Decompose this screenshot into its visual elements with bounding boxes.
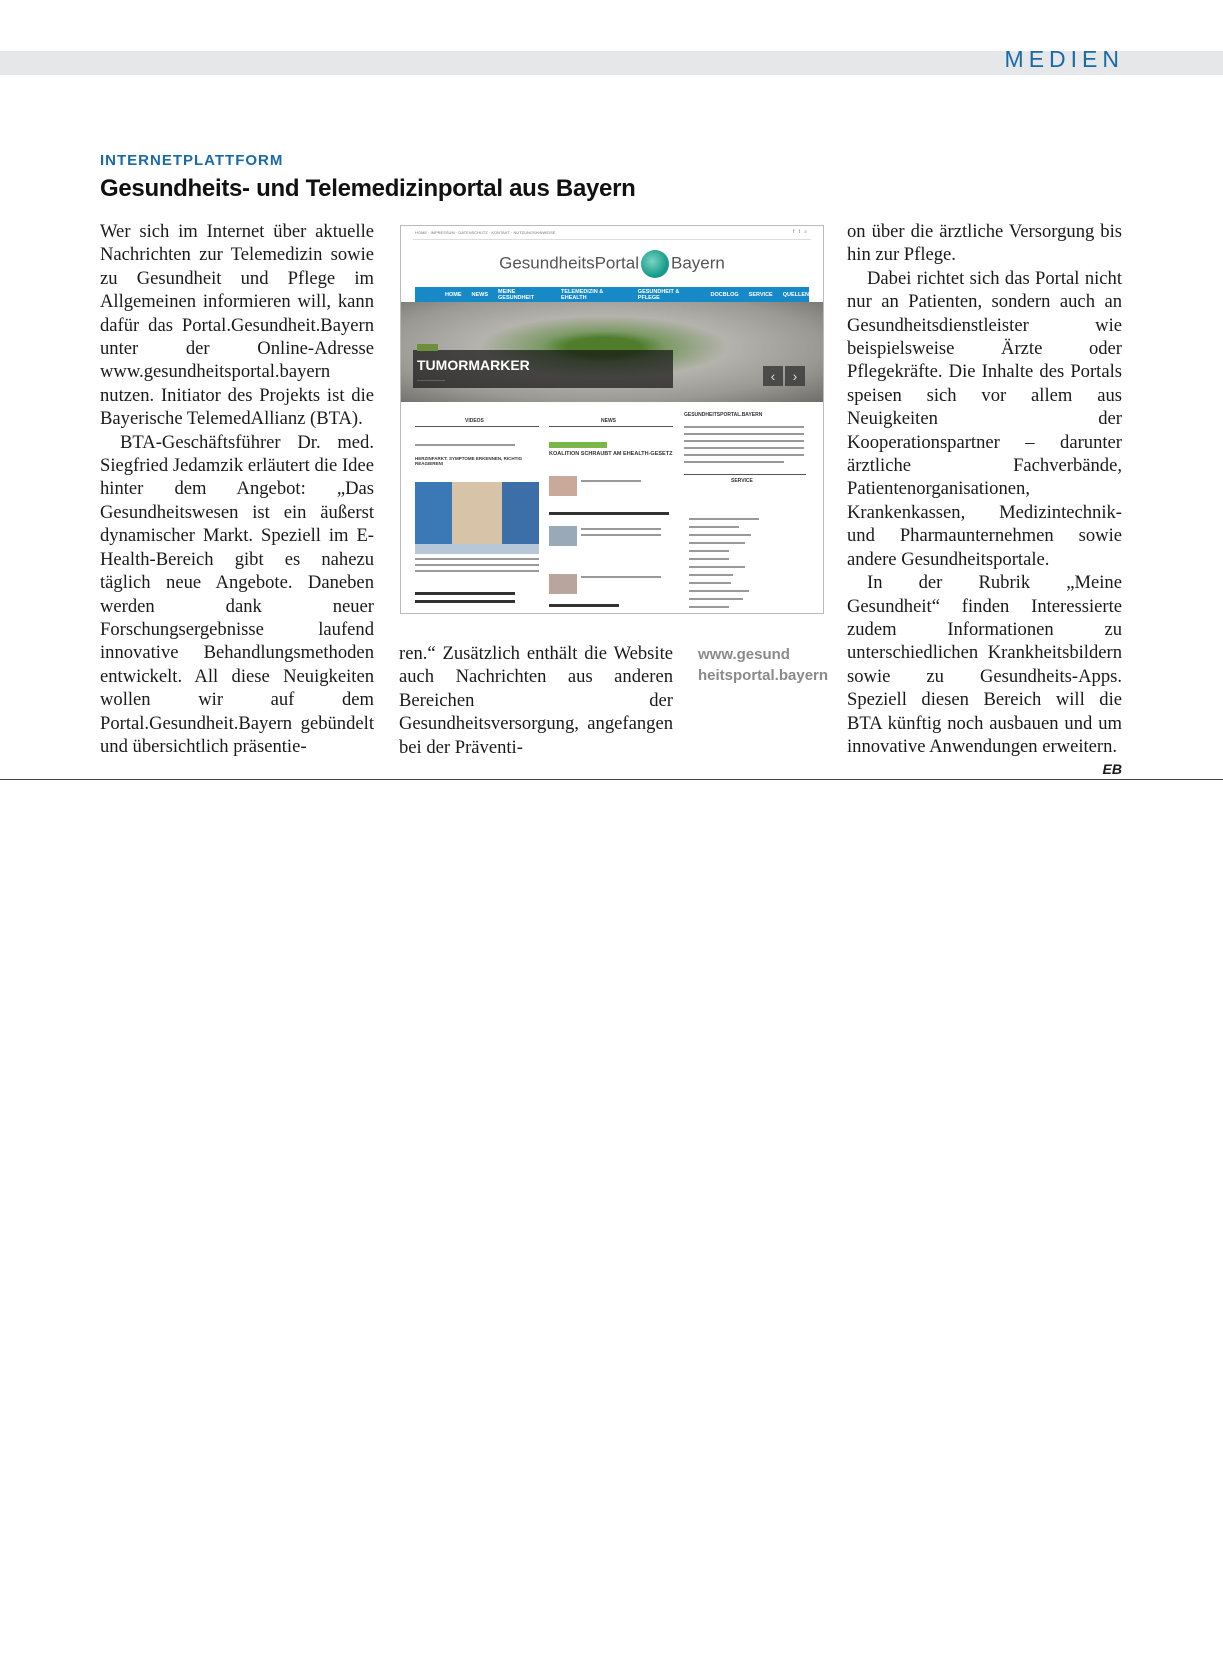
section-label: MEDIEN	[1004, 46, 1124, 72]
portal-menu	[415, 287, 809, 302]
text-line	[549, 604, 619, 607]
news-thumbnail	[549, 574, 577, 594]
chevron-left-icon: ‹	[763, 366, 783, 386]
text-line	[684, 454, 804, 456]
text-line	[415, 570, 539, 572]
hero-title: TUMORMARKER	[417, 357, 530, 373]
article-column-3	[847, 220, 1122, 782]
text-line	[689, 598, 743, 600]
caption-line: www.gesund	[698, 646, 790, 663]
news-headline: KOALITION SCHRAUBT AM EHEALTH-GESETZ	[549, 451, 673, 457]
text-line	[689, 550, 729, 552]
news-tag	[549, 442, 607, 448]
menu-item: NEWS	[471, 291, 488, 298]
slider-arrows	[761, 366, 805, 386]
article-column-1	[100, 220, 374, 758]
chevron-right-icon: ›	[785, 366, 805, 386]
article-headline: Gesundheits- und Telemedizinportal aus Bayern	[100, 175, 636, 202]
globe-icon	[641, 250, 669, 278]
paragraph: BTA-Geschäftsführer Dr. med. Siegfried Jedamzik erläutert die Idee hinter dem Angebot: „Das Gesundheitswesen ist ein äußerst dynamischer Markt. Speziell im E-Health-Bereich gibt es nahezu täglich neue Angebote. Daneben werden dank neuer Forschungsergebnisse laufend innovative Behandlungsmethoden entwickelt. All diese Neuigkeiten wollen wir auf dem Portal.Gesundheit.Bayern gebündelt und übersichtlich präsentie-	[100, 431, 374, 757]
hero-date: ———————	[417, 377, 445, 382]
text-line	[689, 518, 759, 520]
bottom-divider	[0, 779, 1223, 780]
website-screenshot	[400, 225, 824, 614]
text-line	[415, 558, 539, 560]
author-signature: EB	[1102, 761, 1122, 778]
menu-item: QUELLEN	[782, 291, 809, 298]
text-line	[549, 512, 669, 515]
menu-item: GESUNDHEIT & PFLEGE	[637, 288, 680, 301]
screenshot-top-nav: HOME · IMPRESSUM · DATENSCHUTZ · KONTAKT · NUTZUNGSHINWEISE	[415, 230, 556, 235]
video-caption-bar	[415, 544, 539, 554]
news-thumbnail	[549, 476, 577, 496]
text-line	[415, 444, 515, 446]
text-line	[684, 440, 804, 442]
image-caption	[698, 644, 828, 686]
social-icons: f t ⌕	[793, 229, 807, 235]
divider	[549, 426, 673, 427]
text-line	[684, 461, 784, 463]
text-line	[689, 526, 739, 528]
text-line	[689, 534, 751, 536]
logo-text-left: GesundheitsPortal	[499, 253, 639, 273]
service-heading: SERVICE	[731, 478, 753, 484]
text-line	[415, 564, 539, 566]
text-line	[581, 534, 661, 536]
menu-item: SERVICE	[748, 291, 773, 298]
portal-heading: GESUNDHEITSPORTAL.BAYERN	[684, 412, 763, 418]
videos-heading: VIDEOS	[465, 418, 484, 424]
paragraph: ren.“ Zusätzlich enthält die Website auch Nachrichten aus anderen Bereichen der Gesundheitsversorgung, angefangen bei der Präventi-	[399, 643, 673, 758]
menu-item: HOME	[445, 291, 462, 298]
text-line	[581, 576, 661, 578]
logo-text-right: Bayern	[671, 253, 725, 273]
paragraph: Dabei richtet sich das Portal nicht nur an Patienten, sondern auch an Gesundheitsdienstleister wie beispielsweise Ärzte oder Pflegekräfte. Die Inhalte des Portals speisen sich vor allem aus Neuigkeiten der Kooperationspartner – darunter ärztliche Fachverbände, Patientenorganisationen, Krankenkassen, Medizintechnik- und Pharmaunternehmen sowie andere Gesundheitsportale.	[847, 267, 1122, 570]
text-line	[684, 447, 804, 449]
article-kicker: INTERNETPLATTFORM	[100, 152, 284, 169]
menu-item: MEINE GESUNDHEIT	[498, 288, 535, 301]
text-line	[689, 558, 729, 560]
text-line	[415, 592, 515, 595]
paragraph-text: In der Rubrik „Meine Gesundheit“ finden Interessierte zudem Informationen zu unterschiedlichen Krankheitsbildern sowie zu Gesundheits-Apps. Speziell diesen Bereich will die BTA künftig noch ausbauen und um innovative Anwendungen erweitern.	[847, 572, 1122, 757]
menu-item: DOCBLOG	[710, 291, 739, 298]
menu-item: TELEMEDIZIN & EHEALTH	[561, 288, 604, 301]
text-line	[689, 542, 745, 544]
video-headline: HERZINFARKT: SYMPTOME ERKENNEN, RICHTIG REAGIEREN!	[415, 456, 523, 466]
divider	[413, 239, 811, 240]
text-line	[415, 600, 515, 603]
paragraph: on über die ärztliche Versorgung bis hin zur Pflege.	[847, 221, 1122, 266]
caption-line: heitsportal.bayern	[698, 667, 829, 684]
article-column-2	[399, 642, 673, 759]
text-line	[689, 590, 749, 592]
paragraph	[847, 571, 1122, 778]
news-heading: NEWS	[601, 418, 616, 424]
paragraph: Wer sich im Internet über aktuelle Nachrichten zur Telemedizin sowie zu Gesundheit und Pflege im Allgemeinen informieren will, kann dafür das Portal.Gesundheit.Bayern unter der Online-Adresse www.gesundheitsportal.bayern nutzen. Initiator des Projekts ist die Bayerische TelemedAllianz (BTA).	[100, 221, 374, 430]
text-line	[689, 606, 729, 608]
text-line	[581, 480, 641, 482]
text-line	[689, 582, 731, 584]
divider	[684, 474, 806, 475]
text-line	[689, 566, 745, 568]
divider	[415, 426, 539, 427]
text-line	[689, 574, 733, 576]
text-line	[684, 426, 804, 428]
text-line	[684, 433, 804, 435]
hero-tag	[417, 344, 438, 351]
text-line	[581, 528, 661, 530]
portal-logo	[401, 250, 823, 278]
news-thumbnail	[549, 526, 577, 546]
